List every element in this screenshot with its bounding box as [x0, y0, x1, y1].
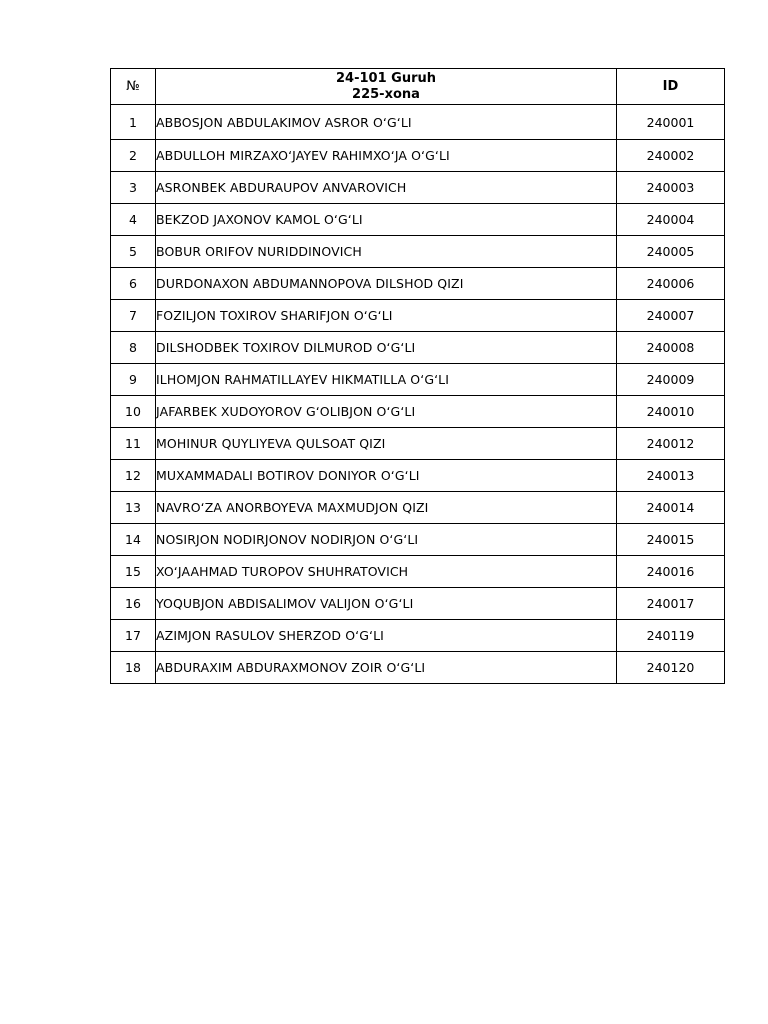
student-name: FOZILJON TOXIROV SHARIFJON O‘G‘LI	[156, 300, 617, 332]
student-id: 240010	[617, 396, 725, 428]
student-name: MOHINUR QUYLIYEVA QULSOAT QIZI	[156, 428, 617, 460]
table-row	[111, 140, 725, 172]
row-number: 5	[111, 236, 156, 268]
student-id: 240014	[617, 492, 725, 524]
table-row	[111, 268, 725, 300]
student-id: 240015	[617, 524, 725, 556]
row-number: 1	[111, 105, 156, 140]
student-id: 240006	[617, 268, 725, 300]
row-number: 9	[111, 364, 156, 396]
table-row	[111, 396, 725, 428]
student-name: DILSHODBEK TOXIROV DILMUROD O‘G‘LI	[156, 332, 617, 364]
table-row	[111, 105, 725, 140]
row-number: 11	[111, 428, 156, 460]
row-number: 7	[111, 300, 156, 332]
student-name: NOSIRJON NODIRJONOV NODIRJON O‘G‘LI	[156, 524, 617, 556]
student-id: 240013	[617, 460, 725, 492]
student-id: 240005	[617, 236, 725, 268]
student-id: 240002	[617, 140, 725, 172]
table-row	[111, 204, 725, 236]
student-id: 240009	[617, 364, 725, 396]
student-name: ABDURAXIM ABDURAXMONOV ZOIR O‘G‘LI	[156, 652, 617, 684]
row-number: 15	[111, 556, 156, 588]
row-number: 10	[111, 396, 156, 428]
student-name: JAFARBEK XUDOYOROV G‘OLIBJON O‘G‘LI	[156, 396, 617, 428]
student-name: BEKZOD JAXONOV KAMOL O‘G‘LI	[156, 204, 617, 236]
student-name: ABDULLOH MIRZAXO‘JAYEV RAHIMXO‘JA O‘G‘LI	[156, 140, 617, 172]
student-id: 240119	[617, 620, 725, 652]
student-name: ASRONBEK ABDURAUPOV ANVAROVICH	[156, 172, 617, 204]
number-column-header: №	[111, 69, 156, 105]
table-row	[111, 332, 725, 364]
student-name: YOQUBJON ABDISALIMOV VALIJON O‘G‘LI	[156, 588, 617, 620]
student-id: 240004	[617, 204, 725, 236]
row-number: 6	[111, 268, 156, 300]
student-id: 240016	[617, 556, 725, 588]
header-row	[111, 69, 725, 105]
table-row	[111, 300, 725, 332]
student-id: 240001	[617, 105, 725, 140]
row-number: 8	[111, 332, 156, 364]
student-roster-table	[110, 68, 725, 684]
group-column-header	[156, 69, 617, 105]
student-id: 240008	[617, 332, 725, 364]
table-row	[111, 620, 725, 652]
table-row	[111, 172, 725, 204]
table-row	[111, 588, 725, 620]
student-name: NAVRO‘ZA ANORBOYEVA MAXMUDJON QIZI	[156, 492, 617, 524]
row-number: 3	[111, 172, 156, 204]
student-name: ILHOMJON RAHMATILLAYEV HIKMATILLA O‘G‘LI	[156, 364, 617, 396]
room-name: 225-xona	[352, 86, 420, 102]
student-name: DURDONAXON ABDUMANNOPOVA DILSHOD QIZI	[156, 268, 617, 300]
table-row	[111, 236, 725, 268]
row-number: 4	[111, 204, 156, 236]
row-number: 18	[111, 652, 156, 684]
student-id: 240003	[617, 172, 725, 204]
table-row	[111, 428, 725, 460]
row-number: 17	[111, 620, 156, 652]
table-row	[111, 460, 725, 492]
table-row	[111, 524, 725, 556]
group-name: 24-101 Guruh	[336, 70, 436, 86]
row-number: 16	[111, 588, 156, 620]
student-name: MUXAMMADALI BOTIROV DONIYOR O‘G‘LI	[156, 460, 617, 492]
table-body	[111, 105, 725, 684]
student-id: 240120	[617, 652, 725, 684]
table-row	[111, 492, 725, 524]
table-header	[111, 69, 725, 105]
student-name: AZIMJON RASULOV SHERZOD O‘G‘LI	[156, 620, 617, 652]
student-id: 240007	[617, 300, 725, 332]
table-row	[111, 652, 725, 684]
student-name: ABBOSJON ABDULAKIMOV ASROR O‘G‘LI	[156, 105, 617, 140]
student-name: XO‘JAAHMAD TUROPOV SHUHRATOVICH	[156, 556, 617, 588]
student-id: 240012	[617, 428, 725, 460]
table-row	[111, 556, 725, 588]
table-row	[111, 364, 725, 396]
id-column-header: ID	[617, 69, 725, 105]
student-id: 240017	[617, 588, 725, 620]
student-name: BOBUR ORIFOV NURIDDINOVICH	[156, 236, 617, 268]
row-number: 12	[111, 460, 156, 492]
row-number: 13	[111, 492, 156, 524]
row-number: 14	[111, 524, 156, 556]
row-number: 2	[111, 140, 156, 172]
